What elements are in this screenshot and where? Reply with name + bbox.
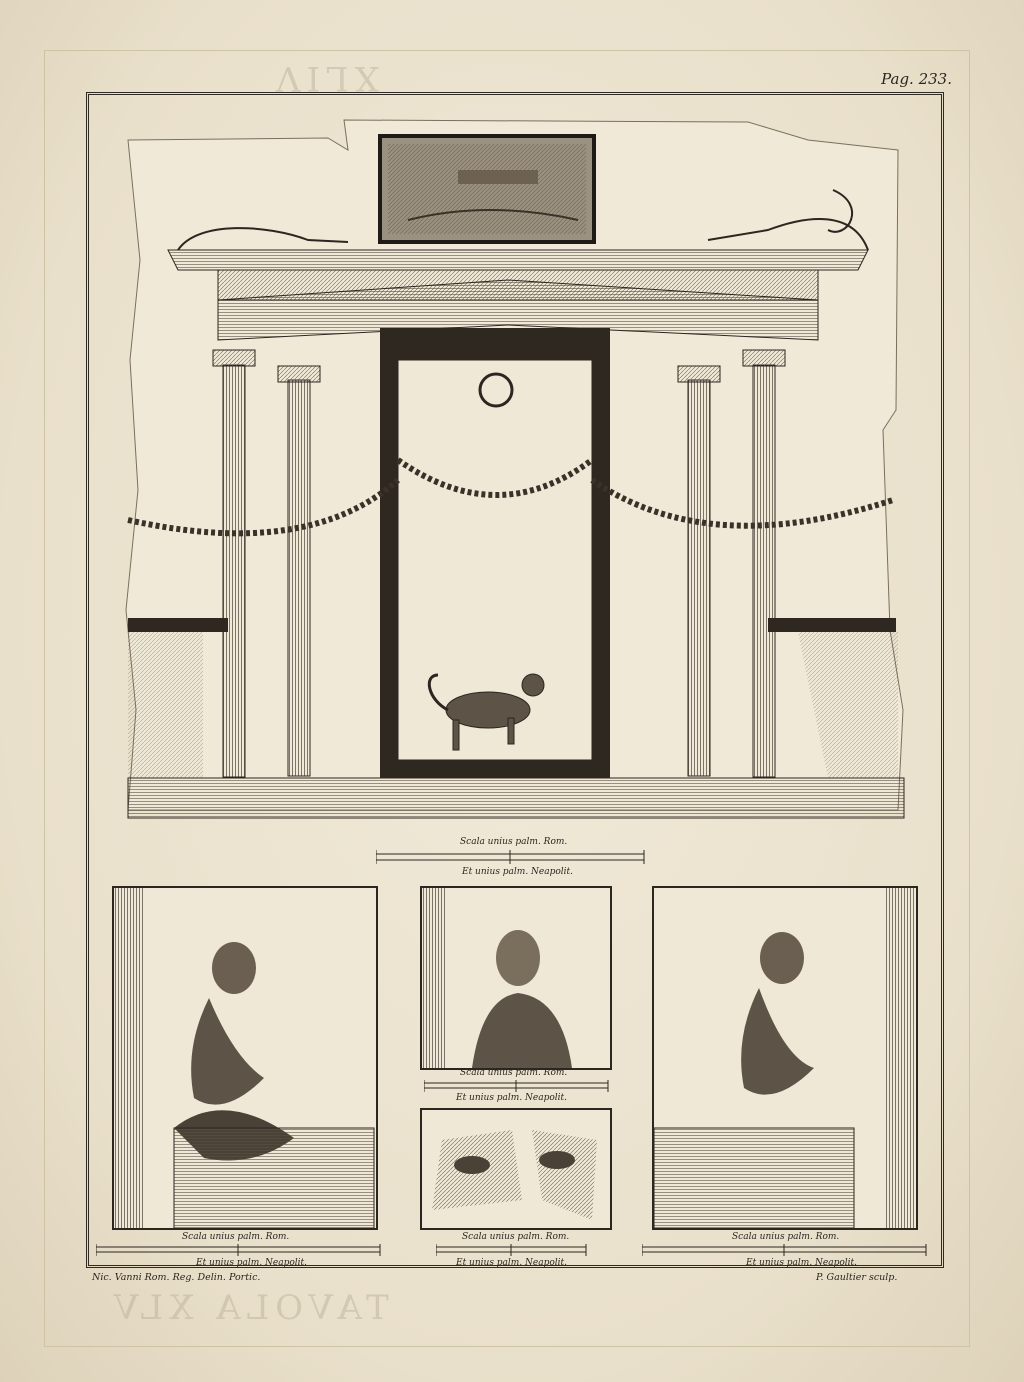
portrait-figure [422,888,610,1068]
panel-left-triton [112,886,378,1230]
triton-left-figure [114,888,376,1228]
scale-top-rom: Scala unius palm. Rom. [460,837,568,847]
scale-bar-top [376,850,646,864]
scale-bar-birds [436,1244,588,1256]
scale-right-rom: Scala unius palm. Rom. [732,1232,840,1242]
scale-left-neap: Et unius palm. Neapolit. [196,1258,308,1268]
scale-bar-right [642,1244,928,1256]
scale-top-neap: Et unius palm. Neapolit. [462,867,574,877]
scale-birds-neap: Et unius palm. Neapolit. [456,1258,568,1268]
page-number: Pag. 233. [881,70,952,88]
triton-right-figure [654,888,916,1228]
scale-portrait-neap: Et unius palm. Neapolit. [456,1093,568,1103]
credit-draughtsman: Nic. Vanni Rom. Reg. Delin. Portic. [92,1272,261,1283]
panel-portrait [420,886,612,1070]
scale-left-rom: Scala unius palm. Rom. [182,1232,290,1242]
scale-portrait-rom: Scala unius palm. Rom. [460,1068,568,1078]
panel-right-triton [652,886,918,1230]
bleed-through-top: XLIV [270,58,379,98]
scale-birds-rom: Scala unius palm. Rom. [462,1232,570,1242]
birds-figure [422,1110,610,1228]
cornice-top [168,250,868,270]
scale-bar-portrait [424,1080,610,1092]
base-ledge [128,778,904,818]
credit-engraver: P. Gaultier sculp. [816,1272,898,1283]
panel-birds [420,1108,612,1230]
bleed-through-bottom: TAVOLA XLV [108,1288,389,1328]
scale-bar-left [96,1244,382,1256]
architectural-fresco [108,110,920,828]
scale-right-neap: Et unius palm. Neapolit. [746,1258,858,1268]
